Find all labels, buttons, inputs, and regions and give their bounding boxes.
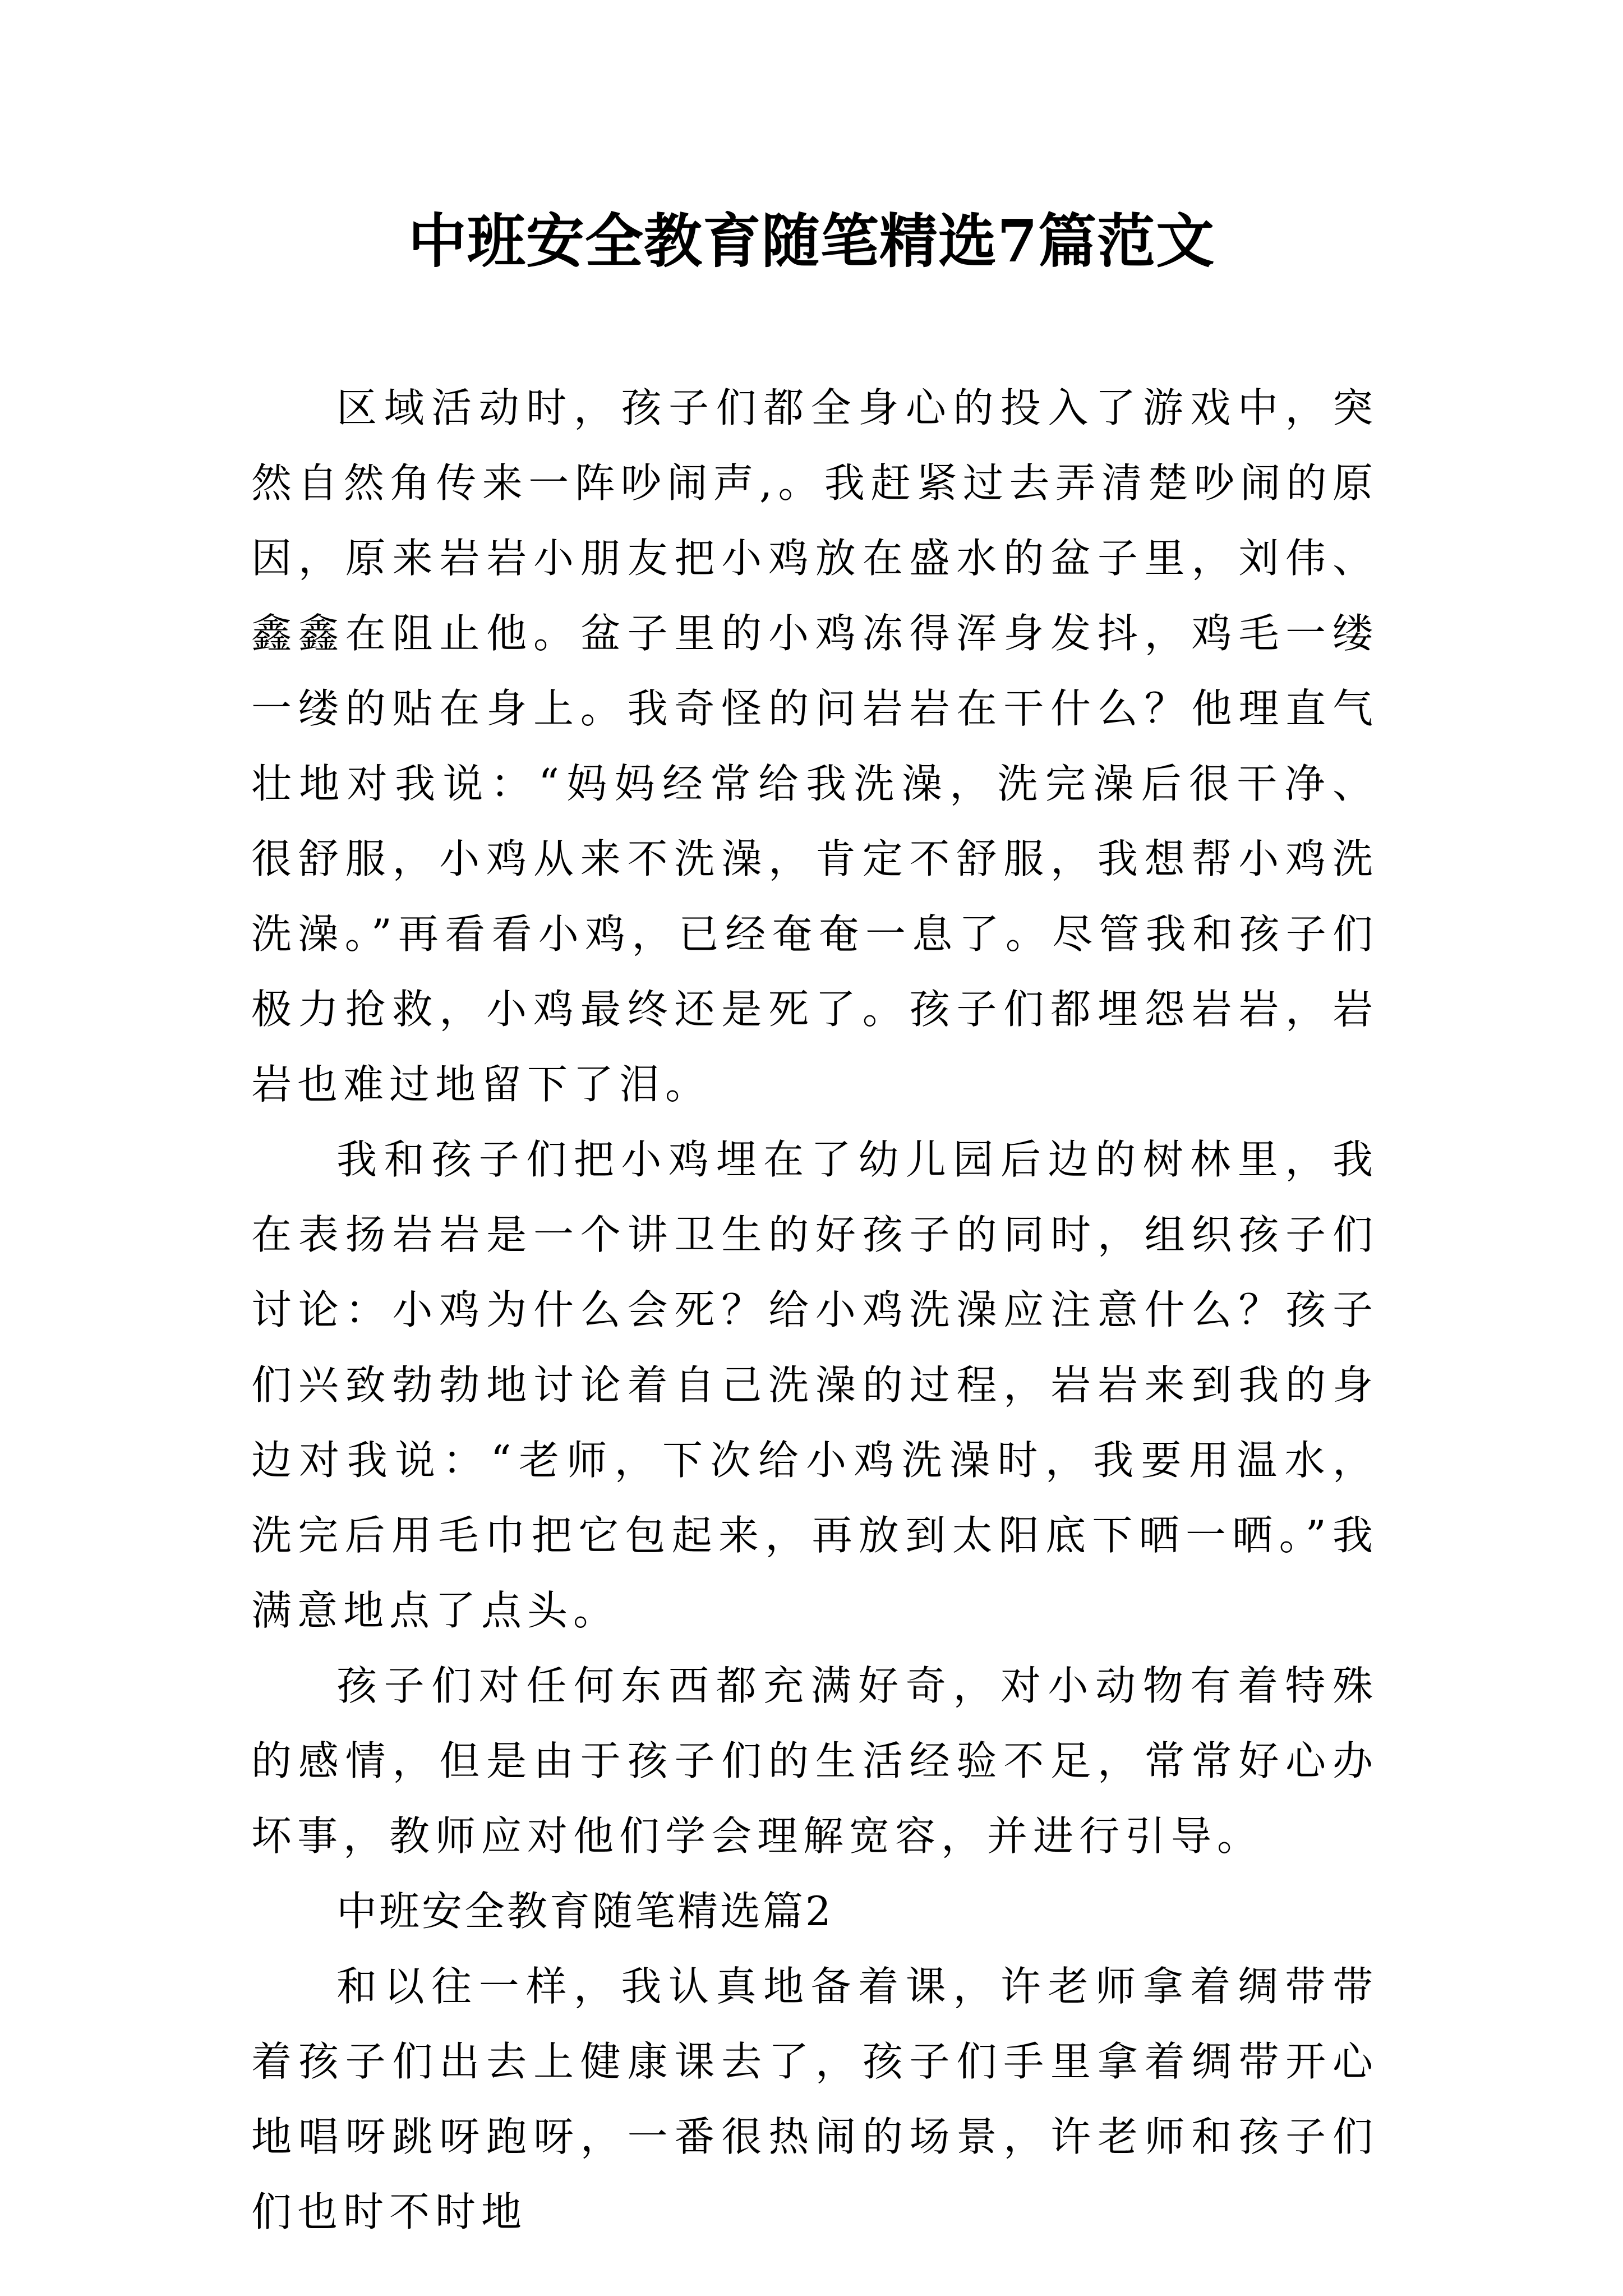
section-paragraph-1: 和以往一样，我认真地备着课，许老师拿着绸带带着孩子们出去上健康课去了，孩子们手里拿着绸带开心地唱呀跳呀跑呀，一番很热闹的场景，许老师和孩子们们也时不时地 <box>251 1963 1378 2235</box>
paragraph-1: 区域活动时，孩子们都全身心的投入了游戏中，突然自然角传来一阵吵闹声,。我赶紧过去弄清楚吵闹的原因，原来岩岩小朋友把小鸡放在盛水的盆子里，刘伟、鑫鑫在阻止他。盆子里的小鸡冻得浑身发抖，鸡毛一缕一缕的贴在身上。我奇怪的问岩岩在干什么？他理直气壮地对我说：“妈妈经常给我洗澡，洗完澡后很干净、很舒服，小鸡从来不洗澡，肯定不舒服，我想帮小鸡洗洗澡。”再看看小鸡，已经奄奄一息了。尽管我和孩子们极力抢救，小鸡最终还是死了。孩子们都埋怨岩岩，岩岩也难过地留下了泪。 <box>251 384 1378 1108</box>
section-heading: 中班安全教育随笔精选篇2 <box>336 1888 833 1935</box>
document-title: 中班安全教育随笔精选7篇范文 <box>408 206 1215 275</box>
document-body <box>251 370 1378 2249</box>
paragraph-3: 孩子们对任何东西都充满好奇，对小动物有着特殊的感情，但是由于孩子们的生活经验不足，常常好心办坏事，教师应对他们学会理解宽容，并进行引导。 <box>251 1662 1378 1860</box>
paragraph-2: 我和孩子们把小鸡埋在了幼儿园后边的树林里，我在表扬岩岩是一个讲卫生的好孩子的同时，组织孩子们讨论：小鸡为什么会死？给小鸡洗澡应注意什么？孩子们兴致勃勃地讨论着自己洗澡的过程，岩岩来到我的身边对我说：“老师，下次给小鸡洗澡时，我要用温水，洗完后用毛巾把它包起来，再放到太阳底下晒一晒。”我满意地点了点头。 <box>251 1136 1378 1634</box>
